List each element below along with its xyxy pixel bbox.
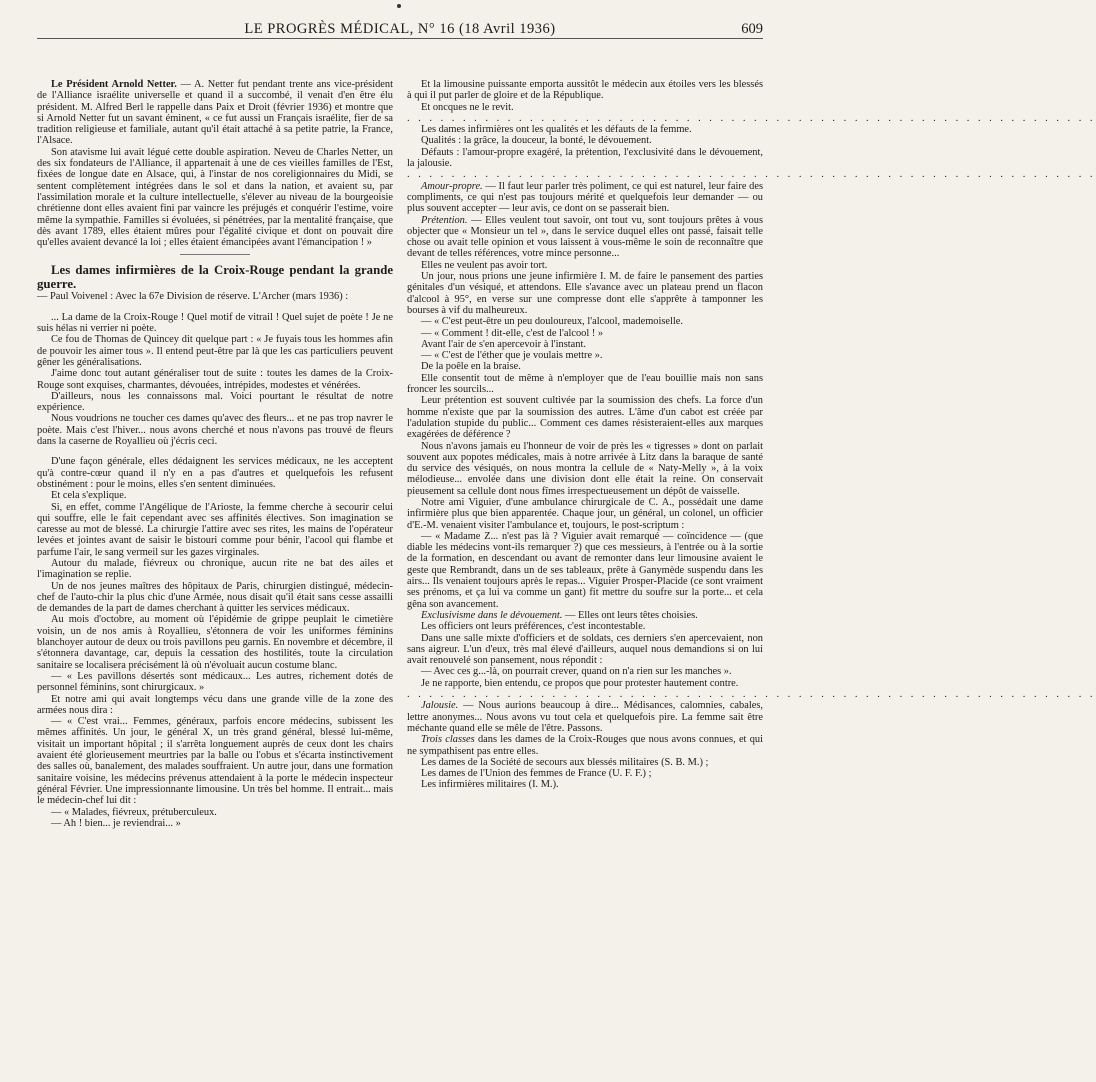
amour-propre-label: Amour-propre. <box>421 180 483 192</box>
paragraph: — « C'est peut-être un peu douloureux, l'alcool, mademoiselle. <box>421 316 683 328</box>
paragraph: Et la limousine puissante emporta aussitôt le médecin aux étoiles vers les blessés à qui il put parler de gloire et de la République. <box>407 79 763 102</box>
paragraph: — « Malades, fiévreux, prétuberculeux. <box>51 806 217 818</box>
netter-title: Le Président Arnold Netter. <box>51 79 177 90</box>
paragraph: Et cela s'explique. <box>51 490 127 502</box>
paragraph: Qualités : la grâce, la douceur, la bonté, le dévouement. <box>421 135 652 147</box>
paragraph: Elles ne veulent pas avoir tort. <box>421 259 548 271</box>
paragraph: Si, en effet, comme l'Angélique de l'Arioste, la femme cherche à secourir celui qui souffre, elle le fait cependant avec ses affinités électives. Son imagination se caresse au mot de blessé. La chirurgie l'attire avec ses rites, les mains de l'opérateur levées et jointes avant de saisir le bistouri comme pour bénir, l'acool qui flambe et parfume l'air, le sang vermeil sur les gazes virginales. <box>37 501 393 558</box>
paragraph: Au mois d'octobre, au moment où l'épidémie de grippe peuplait le cimetière voisin, un de nos amis à Royallieu, s'étonnera de voir les uniformes féminins blanchoyer autour de deux ou trois pavillons peu garnis. En novembre et décembre, il s'étonnera davantage, car, depuis la cessation des hostilités, toute la circulation sanitaire se localisera précisément là où n'évoluait aucun costume blanc. <box>37 614 393 671</box>
paragraph: Notre ami Viguier, d'une ambulance chirurgicale de C. A., possédait une dame infirmière plus que bien apparentée. Chaque jour, un général, un colonel, un officier d'E.-M. venaient visiter l'ambulance et, toujours, le post-scriptum : <box>407 496 763 531</box>
pretention-paragraph <box>407 215 763 260</box>
paragraph: — « Madame Z... n'est pas là ? Viguier avait remarqué — coïncidence — (que diable les médecins vont-ils remarquer ?) que ces messieurs, à l'entrée ou à la sortie de la formation, en descendant ou avant de remonter dans leur limousine avaient le geste que Rembrandt, dans un de ses tableaux, prête à Ganymède suspendu dans les airs... Ils venaient toujours après le repas... Viguier Prosper-Placide (ce sont vraiment ses prénoms, et ça lui va comme un gant) fit mettre du soufre sur la porte... et cela gêna son avancement. <box>407 530 763 610</box>
paragraph: Et oncques ne le revit. <box>421 101 514 113</box>
jalousie-label: Jalousie. <box>421 700 459 712</box>
paragraph: — « Les pavillons désertés sont médicaux... Les autres, richement dotés de personnel féminins, sont chirurgicaux. » <box>37 670 393 694</box>
paragraph: Un jour, nous prions une jeune infirmière I. M. de faire le pansement des parties génitales d'un vésiqué, et attendons. Elle s'avance avec un plateau prend un flacon d'alcool à 95°, en verse sur une compresse dont elle s'apprête à tamponner les bourses à vif du malheureux. <box>407 271 763 316</box>
paragraph: — « Comment ! dit-elle, c'est de l'alcool ! » <box>421 327 604 339</box>
jalousie-text: — Nous aurions beaucoup à dire... Médisances, calomnies, cabales, lettre anonymes... Nous avons vu tout cela et quelquefois pire. La femme sait être méchante quand elle se mêle de l'être. Passons. <box>407 700 763 734</box>
section-divider <box>180 254 250 255</box>
dames-title: Les dames infirmières de la Croix-Rouge pendant la grande guerre. <box>37 263 393 292</box>
exclusivisme-label: Exclusivisme dans le dévouement. <box>421 609 563 621</box>
ellipsis-separator-2: . . . . . . . . . . . . . . . . . . . . . . . . . . . . . . . . . . . . . . . . . . . . . . . . . . . . . . . . . . . . . . <box>407 169 1096 181</box>
paragraph: Je ne rapporte, bien entendu, ce propos que pour protester hautement contre. <box>421 677 739 689</box>
dames-body <box>37 456 393 829</box>
ellipsis-separator: . . . . . . . . . . . . . . . . . . . . . . . . . . . . . . . . . . . . . . . . . . . . . . . . . . . . . . . . . . . . . . <box>407 112 1096 124</box>
paragraph: Défauts : l'amour-propre exagéré, la prétention, l'exclusivité dans le dévouement, la jalousie. <box>407 146 763 170</box>
top-dot <box>397 4 401 8</box>
paragraph: Les officiers ont leurs préférences, c'est incontestable. <box>421 621 646 633</box>
paragraph: D'ailleurs, nous les connaissons mal. Voici pourtant le résultat de notre expérience. <box>37 390 393 414</box>
paragraph: — « C'est vrai... Femmes, généraux, parfois encore médecins, subissent les mêmes affinités. Un jour, le général X, un très grand général, blessé lui-même, visitait un important hôpital ; il s'arrêta longuement auprès de ceux dont les chairs avaient été glorieusement meurtries par la balle ou l'obus et s'écarta instinctivement des salles où, banalement, des malades souffraient. Un autre jour, dans une formation sanitaire voisine, les médecins prévenus attendaient à la porte le médecin inspecteur général Février. Une impressionnante limousine. Un très bel homme. Il entrait... mais le médecin-chef lui dit : <box>37 716 393 807</box>
list-item: Les infirmières militaires (I. M.). <box>421 779 559 791</box>
netter-text-1: — A. Netter fut pendant trente ans vice-président de l'Alliance israélite universelle et quand il a succombé, il venait d'en être élu président. M. Alfred Berl le rappelle dans Paix et Droit (février 1936) et montre que si Arnold Netter fut un savant éminent, « ce fut aussi un Français israélite, fier de sa tradition religieuse et familiale, autant qu'il était attaché à sa petite patrie, la France, l'Alsace. <box>37 79 393 147</box>
right-qualities <box>407 124 763 169</box>
paragraph: ... La dame de la Croix-Rouge ! Quel motif de vitrail ! Quel sujet de poète ! Je ne suis hélas ni verrier ni poète. <box>37 311 393 335</box>
paragraph: J'aime donc tout autant généraliser tout de suite : toutes les dames de la Croix-Rouge sont exquises, charmantes, dévouées, intrépides, modestes et vénérées. <box>37 368 393 391</box>
exclusivisme-paragraph <box>407 610 763 621</box>
trois-classes-paragraph <box>407 734 763 757</box>
right-column <box>407 79 1096 829</box>
paragraph: Nous voudrions ne toucher ces dames qu'avec des fleurs... et ne pas trop navrer le poète. Mais c'est l'hiver... nous avons cherché et nous n'avons pas trouvé de fleurs dans la caserne de Royallieu où j'écris ceci. <box>37 413 393 448</box>
paragraph: Autour du malade, fiévreux ou chronique, aucun rite ne bat des ailes et l'imagination se replie. <box>37 557 393 581</box>
paragraph: Elle consentit tout de même à n'employer que de l'eau bouillie mais non sans froncer les sourcils... <box>407 372 763 396</box>
trois-classes-text: dans les dames de la Croix-Rouges que nous avons connues, et qui ne sympathisent pas entre elles. <box>407 734 763 757</box>
list-item: Les dames de l'Union des femmes de France (U. F. F.) ; <box>421 768 652 780</box>
paragraph: Un de nos jeunes maîtres des hôpitaux de Paris, chirurgien distingué, médecin-chef de l'auto-chir la plus chic d'une Armée, nous disait qu'il était sans cesse assailli de demandes de la part de dames cherchant à quitter les services médicaux. <box>37 580 393 615</box>
right-body <box>407 260 763 610</box>
amour-propre-text: — Il faut leur parler très poliment, ce qui est naturel, leur faire des compliments, ce qui n'est pas toujours mérité et quelquefois leur demander — ou plus souvent accepter — leur avis, ce dont on se passerait bien. <box>407 180 763 215</box>
paragraph: — Ah ! bien... je reviendrai... » <box>51 817 181 829</box>
paragraph: Ce fou de Thomas de Quincey dit quelque part : « Je fuyais tous les hommes afin de pouvoir les aimer tous ». Il entend peut-être par là que les cas particuliers peuvent gêner les généralisations. <box>37 334 393 368</box>
columns <box>37 79 1096 829</box>
right-body-2 <box>407 621 763 689</box>
amour-propre-paragraph <box>407 181 763 215</box>
paragraph: Nous n'avons jamais eu l'honneur de voir de près les « tigresses » dont on parlait souvent aux popotes médicales, mais à notre arrivée à Litz dans la baraque de santé du service des vésiqués, on nous montra la cellule de « Naty-Melly », à la voix mélodieuse... envolée dans une division dont elle était la reine. On conservait pieusement sa cellule dont nous fîmes irrespectueusement un dépôt de vaisselle. <box>407 440 763 497</box>
list-item: Les dames de la Société de secours aux blessés militaires (S. B. M.) ; <box>421 756 709 768</box>
pretention-label: Prétention. <box>421 214 468 226</box>
paragraph: Avant l'air de s'en apercevoir à l'instant. <box>421 338 586 350</box>
trois-classes-label: Trois classes <box>421 734 475 746</box>
paragraph: De la poêle en la braise. <box>421 361 521 373</box>
paragraph: Les dames infirmières ont les qualités et les défauts de la femme. <box>421 124 692 136</box>
jalousie-paragraph <box>407 700 763 734</box>
dames-intro <box>37 312 393 448</box>
paragraph: — « C'est de l'éther que je voulais mettre ». <box>421 350 603 362</box>
paragraph: Leur prétention est souvent cultivée par la soumission des chefs. La force d'un homme n'existe que par la soumission des autres. L'âme d'un cabot est créée par l'adulation stupide du public... Comment ces dames résisteraient-elles aux marques exagérées de déférence ? <box>407 395 763 441</box>
paragraph: D'une façon générale, elles dédaignent les services médicaux, ne les acceptent qu'à contre-cœur quand il n'y en a pas d'autres et quelquefois les refusent obstinément : pour le moins, elles s'en sentent diminuées. <box>37 456 393 490</box>
dames-source: — Paul Voivenel : Avec la 67e Division de réserve. L'Archer (mars 1936) : <box>37 291 349 303</box>
paragraph: Dans une salle mixte d'officiers et de soldats, ces derniers s'en apercevaient, non sans aigreur. L'un d'eux, très mal élevé d'ailleurs, auquel nous demandions si on lui avait renouvelé son pansement, nous répondit : <box>407 632 763 667</box>
netter-paragraph-2: Son atavisme lui avait légué cette double aspiration. Neveu de Charles Netter, un des six fondateurs de l'Alliance, il appartenait à une de ces vieilles familles de l'Est, fixées de longue date en Alsace, qui, à l'instar de nos coreligionnaires du Midi, se sentent complètement intégrées dans le sol et dans la nation, et avaient su, par l'assimilation morale et la culture intellectuelle, s'élever au niveau de la bourgeoisie chrétienne dont elles avaient fini par vaincre les préjugés et conquérir l'estime, voire même la sympathie. Familles si évoluées, si pénétrées, par la mentalité française, que dès avant 1789, elles étaient mûres pour l'égalité civique et dont on pouvait dire qu'elles avaient devancé la loi ; elles étaient émancipées avant l'émancipation ! » <box>37 146 393 249</box>
exclusivisme-text: — Elles ont leurs têtes choisies. <box>565 609 698 621</box>
netter-paragraph-1 <box>37 79 393 147</box>
ellipsis-separator-3: . . . . . . . . . . . . . . . . . . . . . . . . . . . . . . . . . . . . . . . . . . . . . . . . . . . . . . . . . . . . . . <box>407 689 1096 701</box>
right-intro <box>407 79 763 113</box>
classes-list <box>407 757 763 791</box>
journal-title: LE PROGRÈS MÉDICAL, N° 16 (18 Avril 1936) <box>244 21 556 37</box>
paragraph: Et notre ami qui avait longtemps vécu dans une grande ville de la zone des armées nous dira : <box>37 693 393 716</box>
pretention-text: — Elles veulent tout savoir, ont tout vu, sont toujours prêtes à vous objecter que « Monsieur un tel », dans le service duquel elles ont passé, faisait telle chose ou avait telle opinion et vous laissent à vous-même le soin de reconnaître que devant de telles références, votre mince personne... <box>407 214 763 260</box>
page-header <box>37 12 763 39</box>
paragraph: — Avec ces g...-là, on pourrait crever, quand on n'a rien sur les manches ». <box>421 666 732 678</box>
page-number: 609 <box>741 21 763 37</box>
left-column <box>37 79 393 829</box>
